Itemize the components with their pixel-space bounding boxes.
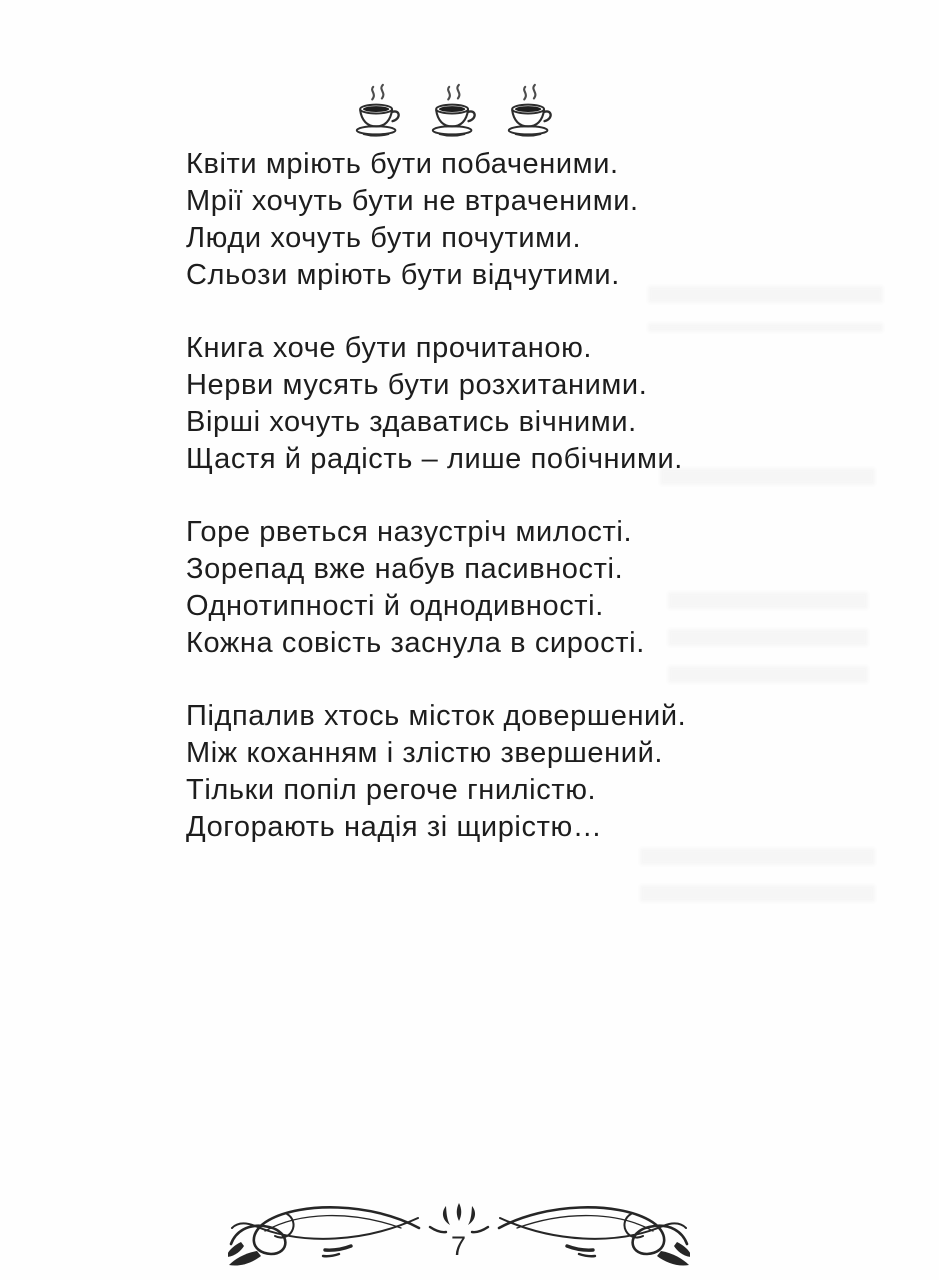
poem-line: Тільки попіл регоче гнилістю. [186,774,597,806]
poem-line: Мрії хочуть бути не втраченими. [186,185,639,217]
chapter-vignette [350,82,560,140]
poem-line: Догорають надія зі щирістю… [186,811,603,843]
poem-line: Книга хоче бути прочитаною. [186,332,593,364]
coffee-cup-icon [426,82,484,140]
poem-text [186,146,786,882]
poem-line: Вірші хочуть здаватись вічними. [186,406,637,438]
poem-stanza [186,330,786,478]
poem-line: Горе рветься назустріч милості. [186,516,633,548]
tulip-motif-icon [427,1202,491,1234]
coffee-cup-icon [502,82,560,140]
flourish-left-icon [228,1196,421,1277]
poem-stanza [186,146,786,294]
poem-line: Підпалив хтось місток довершений. [186,700,687,732]
poem-line: Однотипності й однодивності. [186,590,604,622]
page-number: 7 [450,1231,468,1261]
coffee-cup-icon [350,82,408,140]
poem-line: Між коханням і злістю звершений. [186,737,664,769]
flourish-right-icon [497,1196,690,1277]
poem-line: Люди хочуть бути почутими. [186,222,582,254]
footer-ornament [228,1196,690,1272]
poem-line: Кожна совість заснула в сирості. [186,627,645,659]
poem-line: Квіти мріють бути побаченими. [186,148,619,180]
poem-line: Нерви мусять бути розхитаними. [186,369,648,401]
poem-line: Зорепад вже набув пасивності. [186,553,624,585]
poem-stanza [186,514,786,662]
poem-line: Щастя й радість – лише побічними. [186,443,683,475]
poem-line: Сльози мріють бути відчутими. [186,259,620,291]
ornament-center [421,1196,497,1260]
poem-stanza [186,698,786,846]
